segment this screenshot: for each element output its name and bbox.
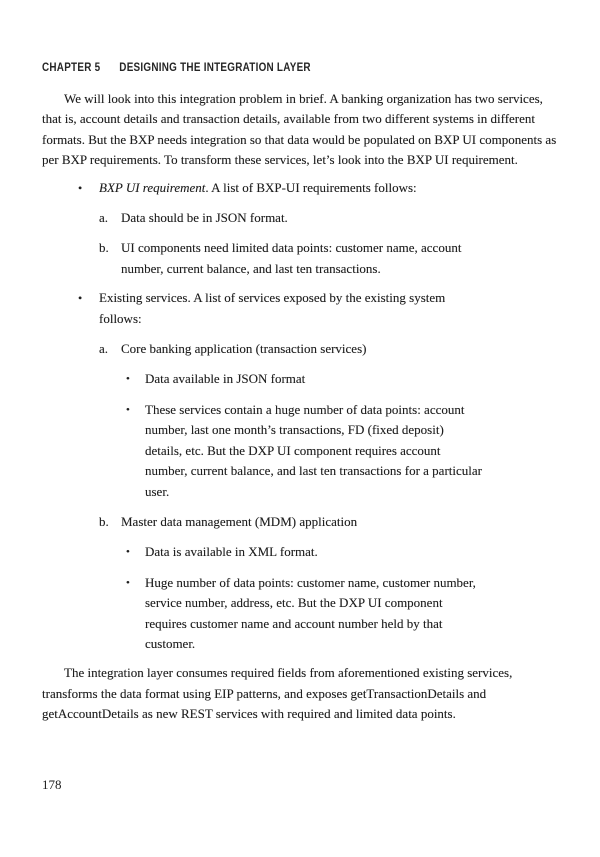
lettered-item-body xyxy=(121,512,482,654)
lead-rest-text: . A list of BXP-UI requirements follows: xyxy=(205,179,417,195)
list-item-lead xyxy=(99,288,482,329)
lettered-item-text: Master data management (MDM) application xyxy=(121,513,358,529)
lead-rest-text: Existing services. A list of services exposed by the existing system follows: xyxy=(99,290,446,326)
running-header xyxy=(42,62,487,74)
lettered-item-text: UI components need limited data points: customer name, account number, current balance, and last ten transactions. xyxy=(121,240,462,276)
lettered-item xyxy=(99,238,482,279)
letter-label: b. xyxy=(99,240,109,256)
lettered-item xyxy=(99,208,482,228)
bullet-icon: • xyxy=(126,546,130,559)
closing-paragraph: The integration layer consumes required fields from aforementioned existing services, transforms the data format using EIP patterns, and exposes getTransactionDetails and getAccountDetails as new REST services with required and limited data points. xyxy=(42,665,513,722)
intro-paragraph: We will look into this integration problem in brief. A banking organization has two services, that is, account details and transaction details, available from two different systems in different formats. But the BXP needs integration so that data would be populated on BXP UI components as per BXP requirements. To transform these services, let’s look into the BXP UI requirement. xyxy=(42,91,557,168)
lead-italic-text: BXP UI requirement xyxy=(99,179,206,195)
lettered-item xyxy=(99,339,482,502)
lettered-item xyxy=(99,512,482,654)
sub-bullet-item xyxy=(124,542,482,562)
lettered-item-text: Data should be in JSON format. xyxy=(121,210,288,226)
chapter-title: DESIGNING THE INTEGRATION LAYER xyxy=(119,62,311,74)
lettered-item-text: Core banking application (transaction services) xyxy=(121,341,367,357)
letter-label: a. xyxy=(99,341,109,357)
bullet-icon: • xyxy=(78,180,83,195)
chapter-label: CHAPTER 5 xyxy=(42,62,101,74)
list-item xyxy=(42,288,482,654)
sub-bullet-text: Data available in JSON format xyxy=(145,371,306,387)
sub-bullet-item xyxy=(124,369,482,389)
letter-label: a. xyxy=(99,210,109,226)
sub-bullet-item xyxy=(124,400,482,502)
sub-bullet-text: These services contain a huge number of data points: account number, last one month’s transactions, FD (fixed deposit) details, etc. But the DXP UI component requires account number, current balance, and last ten transactions for a particular user. xyxy=(145,401,482,499)
sub-bullet-list xyxy=(124,369,482,501)
list-item xyxy=(42,178,482,280)
list-item-lead xyxy=(99,178,482,198)
requirements-list xyxy=(42,178,482,655)
bullet-icon: • xyxy=(126,373,130,386)
sub-bullet-item xyxy=(124,573,482,655)
page-number: 178 xyxy=(42,777,62,792)
bullet-icon: • xyxy=(126,576,130,589)
lettered-item-body xyxy=(121,238,482,279)
lettered-item-body xyxy=(121,339,482,502)
page-content xyxy=(42,62,559,725)
bullet-icon: • xyxy=(78,291,83,306)
list-item-body xyxy=(99,178,482,280)
sub-bullet-text: Huge number of data points: customer name, customer number, service number, address, etc. But the DXP UI component requires customer name and account number held by that customer. xyxy=(145,574,476,651)
letter-label: b. xyxy=(99,513,109,529)
list-item-body xyxy=(99,288,482,654)
sub-bullet-list xyxy=(124,542,482,654)
lettered-item-body xyxy=(121,208,482,228)
bullet-icon: • xyxy=(126,403,130,416)
sub-bullet-text: Data is available in XML format. xyxy=(145,544,318,560)
